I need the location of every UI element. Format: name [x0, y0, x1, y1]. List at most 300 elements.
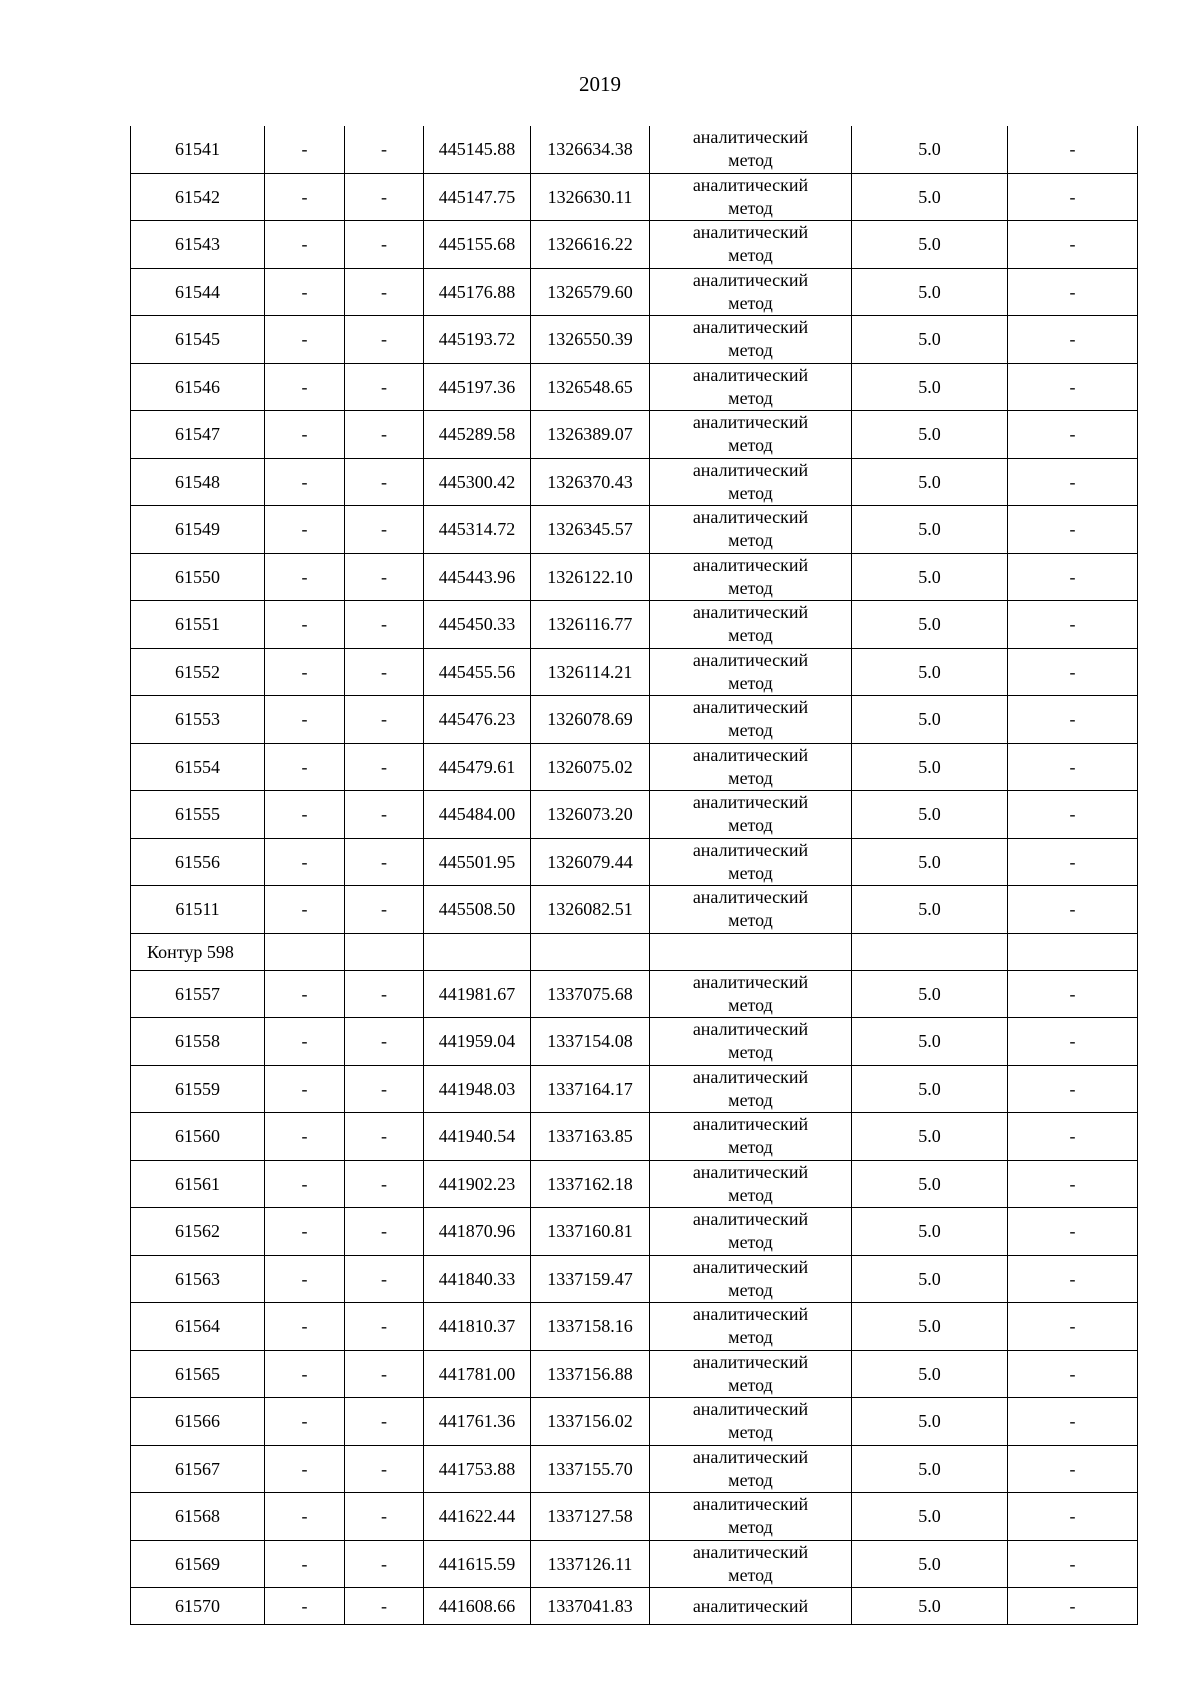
method-line-2: метод: [728, 1184, 773, 1205]
cell-dash: -: [345, 363, 424, 411]
coord-y: 1326073.20: [531, 791, 650, 839]
point-id: 61567: [131, 1445, 265, 1493]
coord-y: 1337159.47: [531, 1255, 650, 1303]
cell-dash: -: [1008, 1160, 1138, 1208]
cell-dash: -: [1008, 743, 1138, 791]
cell-empty: [265, 933, 345, 970]
method: [650, 411, 852, 459]
table-row: [131, 970, 1138, 1018]
coord-y: 1337155.70: [531, 1445, 650, 1493]
table-row: [131, 1255, 1138, 1303]
cell-dash: -: [345, 1303, 424, 1351]
cell-dash: -: [265, 1113, 345, 1161]
method-line-1: аналитический: [692, 971, 809, 992]
coord-x: 441781.00: [424, 1350, 531, 1398]
method: [650, 506, 852, 554]
accuracy: 5.0: [852, 791, 1008, 839]
method-line-1: аналитический: [692, 1114, 809, 1135]
cell-dash: -: [1008, 791, 1138, 839]
point-id: 61554: [131, 743, 265, 791]
cell-dash: -: [1008, 1208, 1138, 1256]
point-id: 61542: [131, 173, 265, 221]
method-line-1: аналитический: [692, 174, 809, 195]
method: [650, 1018, 852, 1066]
group-header-row: [131, 933, 1138, 970]
method-line-2: метод: [728, 1517, 773, 1538]
method-line-2: метод: [728, 340, 773, 361]
method-line-2: метод: [728, 577, 773, 598]
method-line-1: аналитический: [692, 1494, 809, 1515]
cell-dash: -: [345, 1350, 424, 1398]
cell-dash: -: [345, 126, 424, 173]
table-row: [131, 316, 1138, 364]
cell-dash: -: [265, 1540, 345, 1588]
point-id: 61569: [131, 1540, 265, 1588]
table-body-contour-598: [131, 970, 1138, 1588]
method-line-2: метод: [728, 387, 773, 408]
point-id: 61551: [131, 601, 265, 649]
cell-dash: -: [1008, 1445, 1138, 1493]
method: [650, 648, 852, 696]
method: [650, 173, 852, 221]
point-id: 61548: [131, 458, 265, 506]
accuracy: 5.0: [852, 838, 1008, 886]
cell-dash: -: [265, 1160, 345, 1208]
accuracy: 5.0: [852, 1255, 1008, 1303]
cell-dash: -: [265, 1018, 345, 1066]
coord-y: 1337156.88: [531, 1350, 650, 1398]
coord-y: 1326075.02: [531, 743, 650, 791]
method: [650, 1588, 852, 1625]
coord-x: 445155.68: [424, 221, 531, 269]
cell-dash: -: [265, 1398, 345, 1446]
group-label: Контур 598: [131, 933, 265, 970]
method: [650, 363, 852, 411]
point-id: 61564: [131, 1303, 265, 1351]
cell-dash: -: [1008, 1493, 1138, 1541]
method-line-2: метод: [728, 530, 773, 551]
table-row: [131, 1160, 1138, 1208]
table-row: [131, 1303, 1138, 1351]
method-line-2: метод: [728, 245, 773, 266]
point-id: 61557: [131, 970, 265, 1018]
method-line-2: метод: [728, 672, 773, 693]
cell-dash: -: [1008, 970, 1138, 1018]
table-row: [131, 1493, 1138, 1541]
point-id: 61550: [131, 553, 265, 601]
accuracy: 5.0: [852, 173, 1008, 221]
method: [650, 1540, 852, 1588]
cell-dash: -: [1008, 553, 1138, 601]
method: [650, 1160, 852, 1208]
method-line-1: аналитический: [692, 1161, 809, 1182]
accuracy: 5.0: [852, 458, 1008, 506]
cell-dash: -: [345, 506, 424, 554]
accuracy: 5.0: [852, 553, 1008, 601]
method-line-2: метод: [728, 482, 773, 503]
point-id: 61546: [131, 363, 265, 411]
method-line-1: аналитический: [692, 839, 809, 860]
method-line-2: метод: [728, 197, 773, 218]
coord-x: 445193.72: [424, 316, 531, 364]
cell-dash: -: [1008, 506, 1138, 554]
method-line-1: аналитический: [692, 1209, 809, 1230]
coord-y: 1337041.83: [531, 1588, 650, 1625]
cell-dash: -: [265, 648, 345, 696]
coord-x: 445176.88: [424, 268, 531, 316]
method: [650, 553, 852, 601]
coord-y: 1337158.16: [531, 1303, 650, 1351]
method-line-1: аналитический: [692, 222, 809, 243]
coord-x: 441902.23: [424, 1160, 531, 1208]
method: [650, 1350, 852, 1398]
accuracy: 5.0: [852, 221, 1008, 269]
cell-dash: -: [1008, 1018, 1138, 1066]
cell-dash: -: [345, 1208, 424, 1256]
cell-dash: -: [265, 458, 345, 506]
cell-dash: -: [265, 601, 345, 649]
method-line-1: аналитический: [692, 269, 809, 290]
point-id: 61559: [131, 1065, 265, 1113]
cell-empty: [345, 933, 424, 970]
point-id: 61566: [131, 1398, 265, 1446]
coord-x: 445455.56: [424, 648, 531, 696]
cell-empty: [531, 933, 650, 970]
method-line-2: метод: [728, 1089, 773, 1110]
cell-dash: -: [1008, 316, 1138, 364]
method-line-1: аналитический: [692, 127, 809, 148]
accuracy: 5.0: [852, 1540, 1008, 1588]
method-line-2: метод: [728, 1469, 773, 1490]
coord-x: 441810.37: [424, 1303, 531, 1351]
cell-dash: -: [265, 970, 345, 1018]
coord-y: 1326630.11: [531, 173, 650, 221]
accuracy: 5.0: [852, 411, 1008, 459]
point-id: 61543: [131, 221, 265, 269]
cell-dash: -: [1008, 1303, 1138, 1351]
coord-x: 441615.59: [424, 1540, 531, 1588]
accuracy: 5.0: [852, 1208, 1008, 1256]
cell-dash: -: [345, 553, 424, 601]
table-row: [131, 1445, 1138, 1493]
method-line-1: аналитический: [692, 554, 809, 575]
accuracy: 5.0: [852, 970, 1008, 1018]
coord-y: 1326345.57: [531, 506, 650, 554]
coord-y: 1326550.39: [531, 316, 650, 364]
point-id: 61556: [131, 838, 265, 886]
method-line-1: аналитический: [692, 1541, 809, 1562]
cell-dash: -: [345, 173, 424, 221]
table-body-contour-prev: [131, 126, 1138, 933]
method-line-1: аналитический: [692, 1446, 809, 1467]
coord-y: 1337163.85: [531, 1113, 650, 1161]
cell-dash: -: [265, 886, 345, 934]
coord-y: 1326370.43: [531, 458, 650, 506]
method: [650, 1208, 852, 1256]
accuracy: 5.0: [852, 1398, 1008, 1446]
table-row: [131, 221, 1138, 269]
method-line-1: аналитический: [692, 1595, 809, 1616]
accuracy: 5.0: [852, 743, 1008, 791]
point-id: 61562: [131, 1208, 265, 1256]
coord-y: 1337154.08: [531, 1018, 650, 1066]
table-row: [131, 506, 1138, 554]
coord-x: 445479.61: [424, 743, 531, 791]
method-line-2: метод: [728, 1137, 773, 1158]
coord-x: 445476.23: [424, 696, 531, 744]
method-line-1: аналитический: [692, 317, 809, 338]
accuracy: 5.0: [852, 126, 1008, 173]
cell-dash: -: [345, 268, 424, 316]
method-line-1: аналитический: [692, 602, 809, 623]
cell-dash: -: [345, 411, 424, 459]
coord-y: 1337126.11: [531, 1540, 650, 1588]
cell-dash: -: [265, 838, 345, 886]
method: [650, 1303, 852, 1351]
method: [650, 268, 852, 316]
method: [650, 1445, 852, 1493]
method: [650, 970, 852, 1018]
coord-x: 445145.88: [424, 126, 531, 173]
cell-dash: -: [1008, 221, 1138, 269]
method-line-2: метод: [728, 1374, 773, 1395]
table-row: [131, 743, 1138, 791]
cell-dash: -: [345, 316, 424, 364]
coord-x: 445289.58: [424, 411, 531, 459]
cell-dash: -: [1008, 126, 1138, 173]
cell-dash: -: [265, 1445, 345, 1493]
coord-y: 1337075.68: [531, 970, 650, 1018]
method: [650, 743, 852, 791]
cell-dash: -: [345, 696, 424, 744]
method: [650, 221, 852, 269]
cell-dash: -: [1008, 1255, 1138, 1303]
accuracy: 5.0: [852, 601, 1008, 649]
cell-dash: -: [265, 791, 345, 839]
coord-y: 1326082.51: [531, 886, 650, 934]
table-row: [131, 1113, 1138, 1161]
point-id: 61568: [131, 1493, 265, 1541]
cell-dash: -: [265, 553, 345, 601]
method-line-1: аналитический: [692, 1019, 809, 1040]
method-line-2: метод: [728, 1327, 773, 1348]
accuracy: 5.0: [852, 506, 1008, 554]
cell-dash: -: [345, 886, 424, 934]
table-body-group-header: [131, 933, 1138, 970]
method-line-2: метод: [728, 720, 773, 741]
accuracy: 5.0: [852, 1160, 1008, 1208]
cell-dash: -: [345, 1255, 424, 1303]
coord-x: 445501.95: [424, 838, 531, 886]
method: [650, 1065, 852, 1113]
method-line-2: метод: [728, 994, 773, 1015]
accuracy: 5.0: [852, 1113, 1008, 1161]
cell-dash: -: [345, 1540, 424, 1588]
cell-dash: -: [1008, 1398, 1138, 1446]
method-line-2: метод: [728, 862, 773, 883]
cell-dash: -: [345, 1113, 424, 1161]
coord-x: 441761.36: [424, 1398, 531, 1446]
method: [650, 601, 852, 649]
method: [650, 126, 852, 173]
cell-dash: -: [265, 268, 345, 316]
point-id: 61552: [131, 648, 265, 696]
cell-dash: -: [345, 838, 424, 886]
cell-dash: -: [345, 791, 424, 839]
method-line-1: аналитический: [692, 1066, 809, 1087]
coord-x: 441959.04: [424, 1018, 531, 1066]
method-line-1: аналитический: [692, 1351, 809, 1372]
coord-x: 441981.67: [424, 970, 531, 1018]
method-line-1: аналитический: [692, 364, 809, 385]
cell-dash: -: [265, 411, 345, 459]
method-line-2: метод: [728, 1042, 773, 1063]
table-row: [131, 886, 1138, 934]
cell-dash: -: [345, 1160, 424, 1208]
cell-dash: -: [265, 743, 345, 791]
method-line-2: метод: [728, 815, 773, 836]
cell-dash: -: [1008, 1540, 1138, 1588]
point-id: 61549: [131, 506, 265, 554]
coord-x: 445314.72: [424, 506, 531, 554]
table-row: [131, 1398, 1138, 1446]
point-id: 61561: [131, 1160, 265, 1208]
point-id: 61570: [131, 1588, 265, 1625]
accuracy: 5.0: [852, 1018, 1008, 1066]
cell-dash: -: [1008, 1113, 1138, 1161]
table-row: [131, 458, 1138, 506]
cell-dash: -: [1008, 1588, 1138, 1625]
point-id: 61563: [131, 1255, 265, 1303]
coord-x: 445147.75: [424, 173, 531, 221]
coord-y: 1326389.07: [531, 411, 650, 459]
table-row: [131, 553, 1138, 601]
method-line-1: аналитический: [692, 744, 809, 765]
method-line-1: аналитический: [692, 649, 809, 670]
method-line-2: метод: [728, 1232, 773, 1253]
accuracy: 5.0: [852, 363, 1008, 411]
cell-dash: -: [265, 363, 345, 411]
cell-dash: -: [345, 458, 424, 506]
method-line-1: аналитический: [692, 412, 809, 433]
method-line-1: аналитический: [692, 1399, 809, 1420]
cell-dash: -: [1008, 1350, 1138, 1398]
method-line-2: метод: [728, 625, 773, 646]
cell-dash: -: [1008, 1065, 1138, 1113]
method-line-2: метод: [728, 910, 773, 931]
accuracy: 5.0: [852, 886, 1008, 934]
point-id: 61558: [131, 1018, 265, 1066]
point-id: 61511: [131, 886, 265, 934]
method-line-1: аналитический: [692, 792, 809, 813]
cell-dash: -: [345, 601, 424, 649]
coord-y: 1326114.21: [531, 648, 650, 696]
coord-x: 445300.42: [424, 458, 531, 506]
table-row: [131, 696, 1138, 744]
point-id: 61545: [131, 316, 265, 364]
coord-y: 1326634.38: [531, 126, 650, 173]
method-line-1: аналитический: [692, 459, 809, 480]
method: [650, 886, 852, 934]
table-row: [131, 1065, 1138, 1113]
coord-y: 1337162.18: [531, 1160, 650, 1208]
cell-dash: -: [1008, 458, 1138, 506]
cell-dash: -: [1008, 696, 1138, 744]
cell-dash: -: [1008, 268, 1138, 316]
cell-dash: -: [265, 221, 345, 269]
table-row: [131, 648, 1138, 696]
cell-dash: -: [265, 126, 345, 173]
cell-dash: -: [1008, 411, 1138, 459]
method-line-2: метод: [728, 767, 773, 788]
method: [650, 458, 852, 506]
cell-dash: -: [345, 970, 424, 1018]
coord-x: 445484.00: [424, 791, 531, 839]
coord-y: 1337160.81: [531, 1208, 650, 1256]
cell-dash: -: [345, 1445, 424, 1493]
coord-x: 441948.03: [424, 1065, 531, 1113]
method-line-1: аналитический: [692, 887, 809, 908]
coord-y: 1326079.44: [531, 838, 650, 886]
table-row: [131, 1208, 1138, 1256]
accuracy: 5.0: [852, 1350, 1008, 1398]
cell-dash: -: [345, 1398, 424, 1446]
method-line-2: метод: [728, 292, 773, 313]
method-line-2: метод: [728, 1279, 773, 1300]
cell-dash: -: [1008, 838, 1138, 886]
cell-dash: -: [265, 1350, 345, 1398]
coord-x: 441940.54: [424, 1113, 531, 1161]
cell-dash: -: [265, 1588, 345, 1625]
table-row: [131, 1018, 1138, 1066]
coord-x: 445450.33: [424, 601, 531, 649]
point-id: 61553: [131, 696, 265, 744]
coord-x: 445443.96: [424, 553, 531, 601]
coordinates-table: [130, 126, 1138, 1625]
point-id: 61544: [131, 268, 265, 316]
coord-y: 1326548.65: [531, 363, 650, 411]
cell-dash: -: [265, 696, 345, 744]
table-row: [131, 268, 1138, 316]
cell-dash: -: [265, 1303, 345, 1351]
page-number: 2019: [579, 72, 621, 96]
cell-dash: -: [1008, 648, 1138, 696]
table-row: [131, 1350, 1138, 1398]
cell-dash: -: [345, 1065, 424, 1113]
accuracy: 5.0: [852, 648, 1008, 696]
coord-x: 441622.44: [424, 1493, 531, 1541]
coord-x: 445508.50: [424, 886, 531, 934]
cell-dash: -: [345, 648, 424, 696]
method-line-1: аналитический: [692, 697, 809, 718]
coord-y: 1337127.58: [531, 1493, 650, 1541]
point-id: 61560: [131, 1113, 265, 1161]
coord-y: 1326078.69: [531, 696, 650, 744]
method-line-2: метод: [728, 1564, 773, 1585]
table-row: [131, 791, 1138, 839]
table-body-final: [131, 1588, 1138, 1625]
method: [650, 1255, 852, 1303]
cell-dash: -: [345, 1018, 424, 1066]
cell-dash: -: [265, 1255, 345, 1303]
accuracy: 5.0: [852, 1445, 1008, 1493]
accuracy: 5.0: [852, 1588, 1008, 1625]
point-id: 61547: [131, 411, 265, 459]
table-row: [131, 363, 1138, 411]
coord-x: 441608.66: [424, 1588, 531, 1625]
coord-y: 1326579.60: [531, 268, 650, 316]
method: [650, 838, 852, 886]
